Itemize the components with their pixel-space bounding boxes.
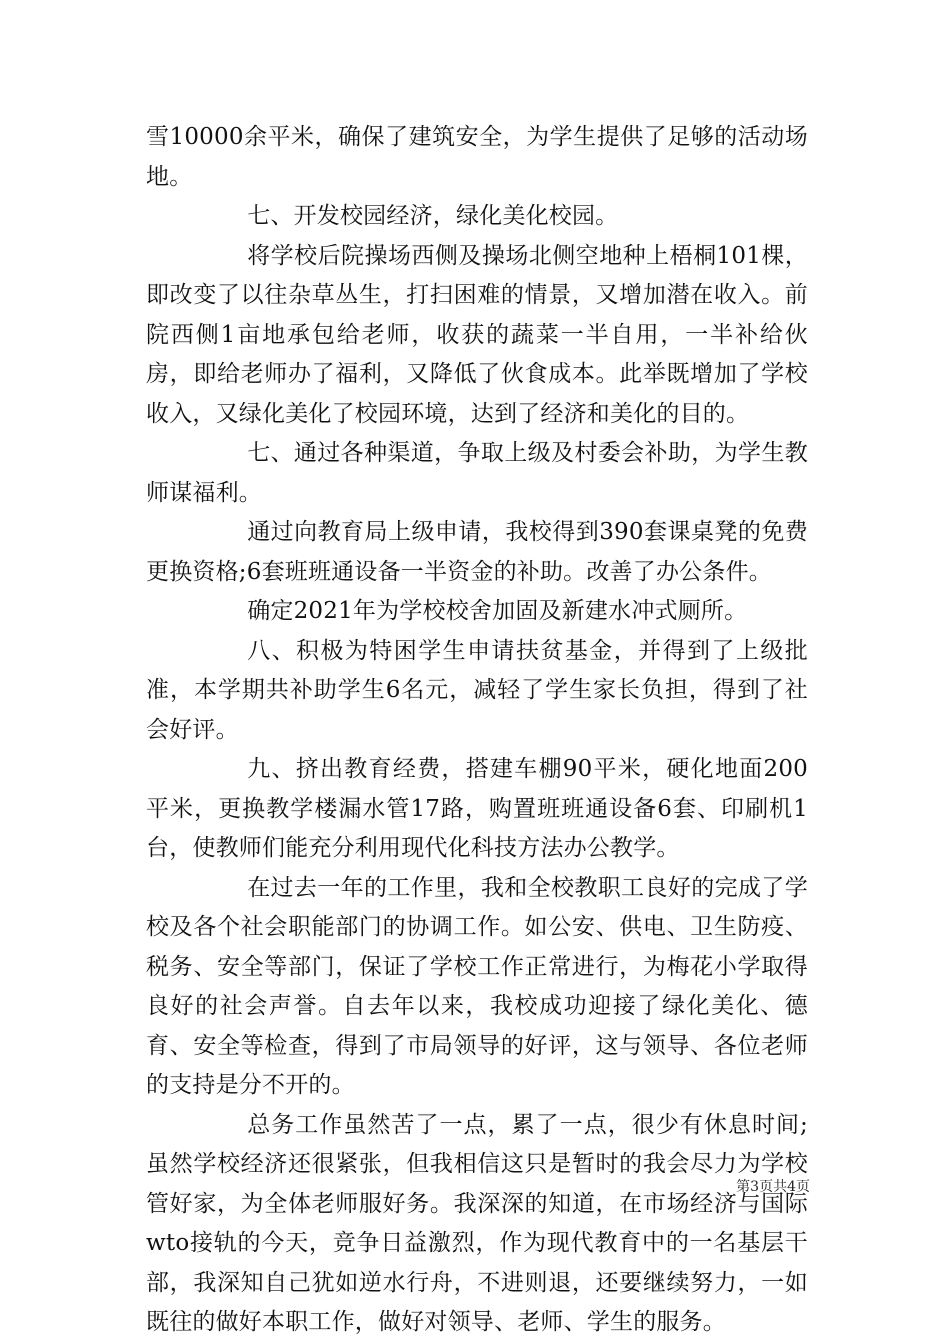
document-body — [146, 118, 808, 1343]
page-number: 第3页共4页 — [736, 1179, 810, 1195]
paragraph-continuation: 雪10000余平米，确保了建筑安全，为学生提供了足够的活动场地。 — [146, 124, 808, 190]
paragraph-coordination-work: 在过去一年的工作里，我和全校教职工良好的完成了学校及各个社会职能部门的协调工作。如公安、供电、卫生防疫、税务、安全等部门，保证了学校工作正常进行，为梅花小学取得良好的社会声誉。自去年以来，我校成功迎接了绿化美化、德育、安全等检查，得到了市局领导的好评，这与领导、各位老师的支持是分不开的。 — [146, 874, 808, 1098]
paragraph-planting-trees: 将学校后院操场西侧及操场北侧空地种上梧桐101棵，即改变了以往杂草丛生，打扫困难的情景，又增加潜在收入。前院西侧1亩地承包给老师，收获的蔬菜一半自用，一半补给伙房，即给老师办了福利，又降低了伙食成本。此举既增加了学校收入，又绿化美化了校园环境，达到了经济和美化的目的。 — [146, 242, 808, 427]
section-heading-campus-economy: 七、开发校园经济，绿化美化校园。 — [247, 203, 619, 229]
section-heading-education-funds: 九、挤出教育经费，搭建车棚90平米，硬化地面200平米，更换教学楼漏水管17路，购置班班通设备6套、印刷机1台，使教师们能充分利用现代化科技方法办公教学。 — [146, 756, 808, 861]
section-heading-subsidies: 七、通过各种渠道，争取上级及村委会补助，为学生教师谋福利。 — [146, 440, 808, 506]
paragraph-desk-replacement: 通过向教育局上级申请，我校得到390套课桌凳的免费更换资格;6套班班通设备一半资金的补助。改善了办公条件。 — [146, 519, 808, 585]
paragraph-building-plan: 确定2021年为学校校舍加固及新建水冲式厕所。 — [247, 598, 748, 624]
paragraph-conclusion: 总务工作虽然苦了一点，累了一点，很少有休息时间;虽然学校经济还很紧张，但我相信这只是暂时的我会尽力为学校管好家，为全体老师服好务。我深深的知道，在市场经济与国际wto接轨的今天，竞争日益激烈，作为现代教育中的一名基层干部，我深知自己犹如逆水行舟，不进则退，还要继续努力，一如既往的做好本职工作，做好对领导、老师、学生的服务。 — [146, 1111, 808, 1335]
section-heading-poverty-fund: 八、积极为特困学生申请扶贫基金，并得到了上级批准，本学期共补助学生6名元，减轻了学生家长负担，得到了社会好评。 — [146, 637, 808, 743]
